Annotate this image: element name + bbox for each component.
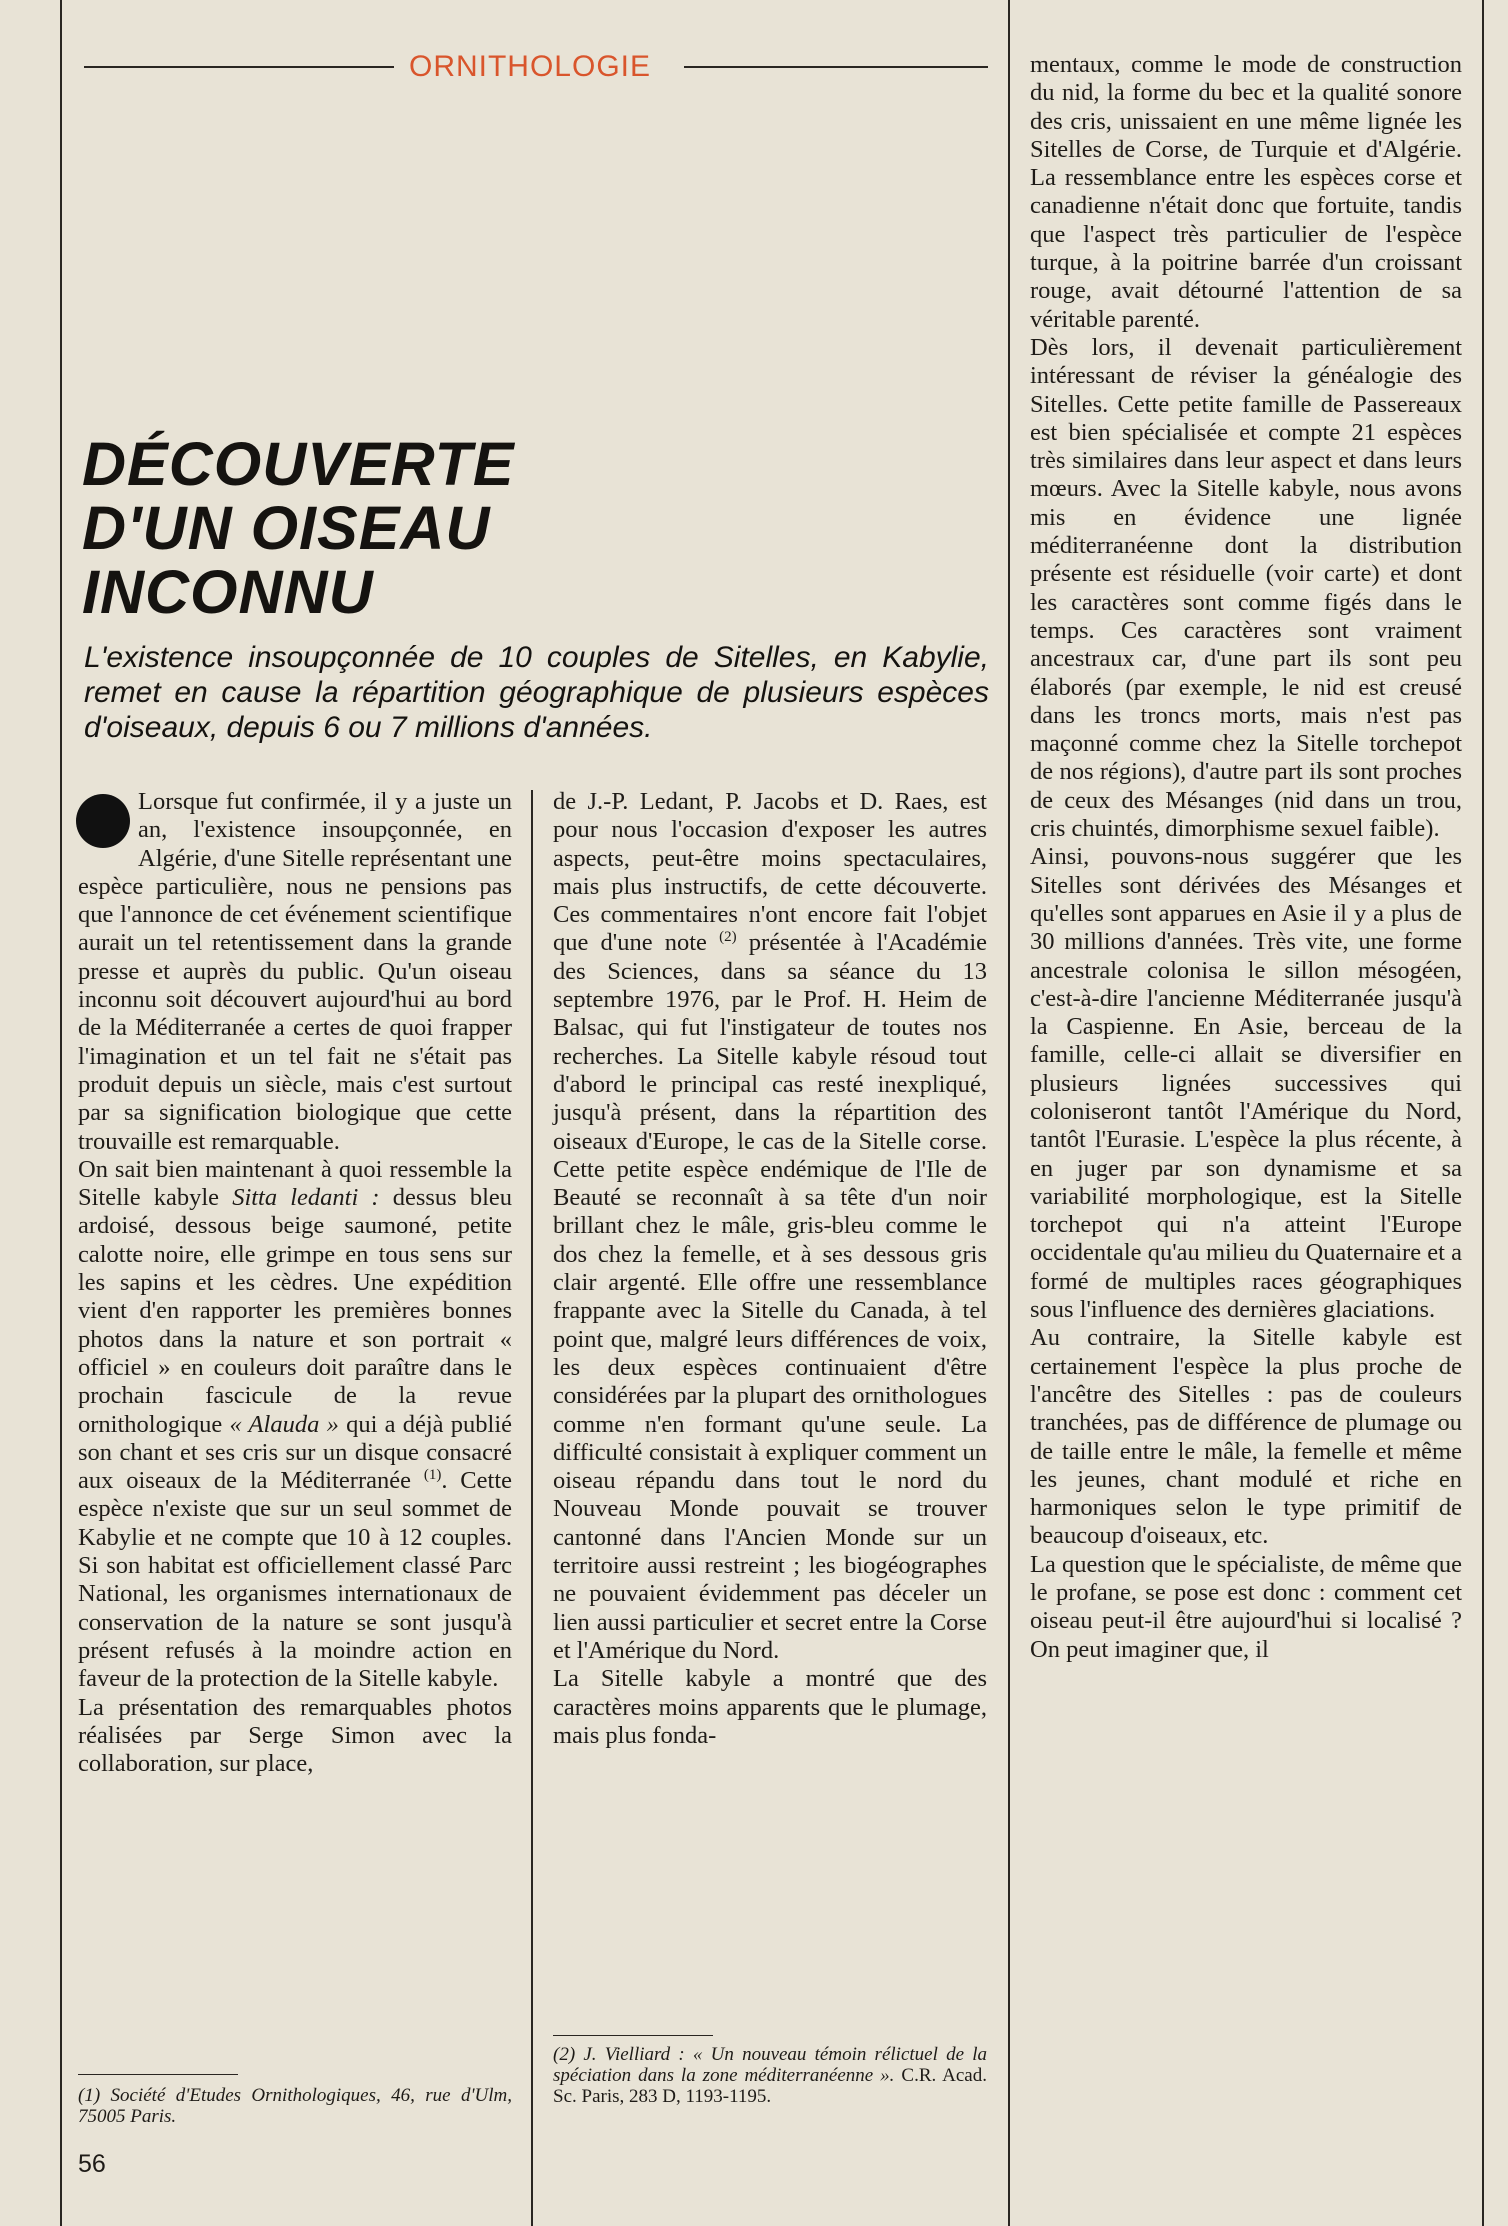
paragraph: de J.-P. Ledant, P. Jacobs et D. Raes, est pour nous l'occasion d'exposer les autres aspects, peut-être moins spectaculaires, mais plus instructifs, de cette découverte. Ces commentaires n'ont encore fait l'objet que d'une note $^{(2)}$ présentée à l'Académie des Sciences, dans sa séance du 13 septembre 1976, par le Prof. H. Heim de Balsac, qui fut l'instigateur de toutes nos recherches. La Sitelle kabyle résoud tout d'abord le principal cas resté inexpliqué, jusqu'à présent, dans la répartition des oiseaux d'Europe, le cas de la Sitelle corse. Cette petite espèce endémique de l'Ile de Beauté se reconnaît à sa tête d'un noir brillant chez le mâle, gris-bleu comme le dos chez la femelle, et à ses dessous gris clair argenté. Elle offre une ressemblance frappante avec la Sitelle du Canada, à tel point que, malgré leurs différences de voix, les deux espèces continuaient d'être considérées par la plupart des ornithologues comme n'en formant qu'une seule. La difficulté consistait à expliquer comment un oiseau répandu dans tout le nord du Nouveau Monde pouvait se trouver cantonné dans l'Ancien Monde sur un territoire aussi restreint ; les biogéographes ne pouvaient évidemment pas déceler un lien aussi particulier et secret entre la Corse et l'Amérique du Nord. bbox=[553, 788, 988, 1664]
title-line: DÉCOUVERTE bbox=[82, 430, 515, 498]
paragraph: La Sitelle kabyle a montré que des caractères moins apparents que le plumage, mais plus fonda- bbox=[553, 1665, 987, 1749]
left-margin-rule bbox=[60, 0, 62, 2226]
title-line: INCONNU bbox=[82, 558, 374, 626]
right-margin-rule bbox=[1482, 0, 1484, 2226]
paragraph: Au contraire, la Sitelle kabyle est certainement l'espèce la plus proche de l'ancêtre des Sitelles : pas de couleurs tranchées, pas de différence de plumage ou de taille entre le mâle, la femelle et même les jeunes, chant modulé et riche en harmoniques selon le type primitif de beaucoup d'oiseaux, etc. bbox=[1030, 1324, 1462, 1550]
text-column-1 bbox=[78, 788, 512, 1778]
section-header: ORNITHOLOGIE bbox=[408, 50, 652, 83]
drop-cap-bullet-icon bbox=[76, 794, 130, 848]
footnote-ref: (1) bbox=[423, 1466, 442, 1483]
header-rule-left bbox=[84, 66, 394, 68]
footnote-rule bbox=[78, 2074, 238, 2075]
species-name: Sitta ledanti : bbox=[232, 1184, 380, 1212]
journal-name: « Alauda » bbox=[229, 1410, 339, 1438]
paragraph: La question que le spécialiste, de même que le profane, se pose est donc : comment cet oiseau peut-il être aujourd'hui si localisé ? On peut imaginer que, il bbox=[1030, 1550, 1462, 1663]
footnote-2: (2) J. Vielliard : « Un nouveau témoin rélictuel de la spéciation dans la zone méditerranéenne ». C.R. Acad. Sc. Paris, 283 D, 1193-1195. bbox=[553, 2044, 987, 2107]
text-column-3 bbox=[1030, 51, 1462, 1664]
footnote-1: (1) Société d'Etudes Ornithologiques, 46, rue d'Ulm, 75005 Paris. bbox=[78, 2085, 512, 2127]
page-number: 56 bbox=[78, 2150, 106, 2178]
paragraph: mentaux, comme le mode de construction du nid, la forme du bec et la qualité sonore des cris, unissaient en une même lignée les Sitelles de Corse, de Turquie et d'Algérie. La ressemblance entre les espèces corse et canadienne n'était donc que fortuite, tandis que l'aspect très particulier de l'espèce turque, à la poitrine barrée d'un croissant rouge, avait détourné l'attention de sa véritable parenté. bbox=[1030, 51, 1462, 333]
footnote-ref: (2) bbox=[719, 929, 737, 946]
paragraph: On sait bien maintenant à quoi ressemble la Sitelle kabyle Sitta ledanti : dessus bleu ardoisé, dessous beige saumoné, petite calotte noire, elle grimpe en tous sens sur les sapins et les cèdres. Une expédition vient d'en rapporter les premières bonnes photos dans la nature et son portrait « officiel » en couleurs doit paraître dans le prochain fascicule de la revue ornithologique « Alauda » qui a déjà publié son chant et ses cris sur un disque consacré aux oiseaux de la Méditerranée $^{(1)}$. Cette espèce n'existe que sur un seul sommet de Kabylie et ne compte que 10 à 12 couples. Si son habitat est officiellement classé Parc National, les organismes internationaux de conservation de la nature se sont jusqu'à présent refusés à la moindre action en faveur de la protection de la Sitelle kabyle. bbox=[78, 1155, 513, 1693]
paragraph: Dès lors, il devenait particulièrement intéressant de réviser la généalogie des Sitelles. Cette petite famille de Passereaux est bien spécialisée et compte 21 espèces très similaires dans leur aspect et dans leurs mœurs. Avec la Sitelle kabyle, nous avons mis en évidence une lignée méditerranéenne dont la distribution présente est résiduelle (voir carte) et dont les caractères sont comme figés dans le temps. Ces caractères sont vraiment ancestraux car, d'une part ils sont peu élaborés (par exemple, le nid est creusé dans les troncs morts, mais n'est pas maçonné comme chez la Sitelle torchepot de nos régions), d'autre part ils sont proches de ceux des Mésanges (nid dans un trou, cris chuintés, dimorphisme sexuel faible). bbox=[1030, 333, 1462, 843]
paragraph: Ainsi, pouvons-nous suggérer que les Sitelles sont dérivées des Mésanges et qu'elles sont apparues en Asie il y a plus de 30 millions d'années. Très vite, une forme ancestrale colonisa le sillon mésogéen, c'est-à-dire l'ancienne Méditerranée jusqu'à la Caspienne. En Asie, berceau de la famille, celle-ci allait se diversifier en plusieurs lignées successives qui coloniseront tantôt l'Amérique du Nord, tantôt l'Eurasie. L'espèce la plus récente, à en juger par son dynamisme et sa variabilité morphologique, est la Sitelle torchepot qui n'a atteint l'Europe occidentale qu'au milieu du Quaternaire et a formé de multiples races géographiques sous l'influence des dernières glaciations. bbox=[1030, 843, 1462, 1324]
column-divider-rule bbox=[1008, 0, 1010, 2226]
article-title bbox=[82, 432, 642, 624]
title-line: D'UN OISEAU bbox=[82, 494, 491, 562]
text-column-2 bbox=[553, 788, 987, 1750]
column-divider-rule bbox=[531, 790, 533, 2226]
lead-paragraph: L'existence insoupçonnée de 10 couples de Sitelles, en Kabylie, remet en cause la répartition géographique de plusieurs espèces d'oiseaux, depuis 6 ou 7 millions d'années. bbox=[84, 641, 989, 744]
header-rule-right bbox=[684, 66, 988, 68]
paragraph: Lorsque fut confirmée, il y a juste un an, l'existence insoupçonnée, en Algérie, d'une Sitelle représentant une espèce particulière, nous ne pensions pas que l'annonce de cet événement scientifique aurait un tel retentissement dans la grande presse et auprès du public. Qu'un oiseau inconnu soit découvert aujourd'hui au bord de la Méditerranée a certes de quoi frapper l'imagination et un tel fait ne s'était pas produit depuis un siècle, mais c'est surtout par sa signification biologique que cette trouvaille est remarquable. bbox=[78, 788, 512, 1155]
footnote-rule bbox=[553, 2035, 713, 2036]
paragraph: La présentation des remarquables photos réalisées par Serge Simon avec la collaboration, sur place, bbox=[78, 1693, 512, 1778]
